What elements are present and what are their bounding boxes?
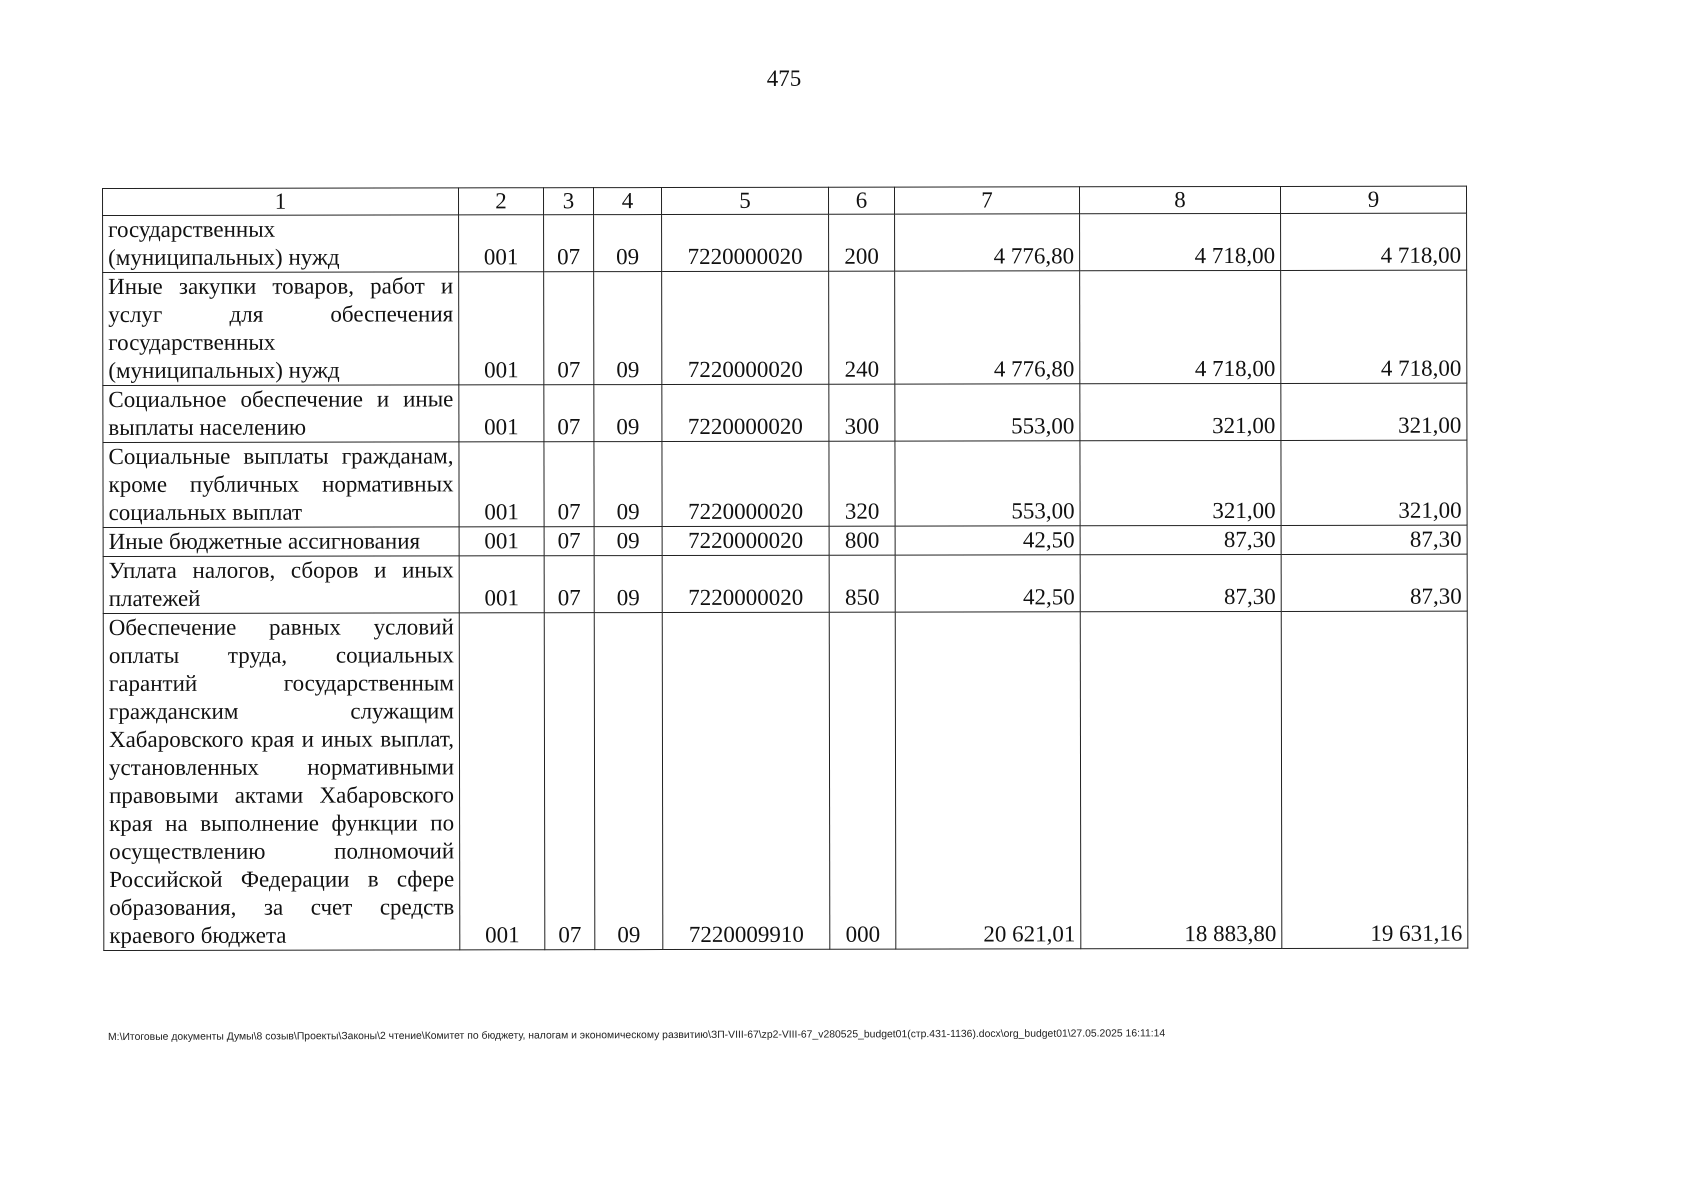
row-name: Социальное обеспечение и иные выплаты населению (103, 385, 459, 443)
row-amount: 87,30 (1080, 554, 1281, 611)
page-number: 475 (766, 66, 802, 91)
row-amount: 4 718,00 (1080, 270, 1281, 383)
row-code: 7220000020 (662, 384, 829, 441)
row-amount: 42,50 (895, 526, 1080, 555)
row-code: 001 (459, 527, 544, 556)
row-name: Социальные выплаты гражданам, кроме публичных нормативных социальных выплат (103, 442, 459, 528)
row-code: 09 (594, 613, 663, 950)
row-code: 001 (459, 613, 545, 950)
table-row (103, 440, 1467, 527)
row-amount: 87,30 (1080, 525, 1281, 554)
row-amount: 20 621,01 (895, 612, 1081, 949)
row-code: 7220000020 (662, 441, 829, 526)
column-header: 4 (594, 188, 662, 215)
row-amount: 321,00 (1080, 440, 1281, 525)
row-amount: 87,30 (1281, 525, 1467, 554)
row-code: 850 (829, 555, 895, 612)
row-code: 320 (829, 441, 895, 526)
row-code: 7220000020 (662, 271, 829, 384)
table-row (103, 213, 1467, 272)
row-code: 7220000020 (662, 526, 829, 555)
row-code: 09 (594, 385, 662, 442)
row-code: 001 (459, 442, 544, 527)
row-amount: 553,00 (895, 384, 1080, 441)
row-code: 07 (544, 527, 594, 556)
row-amount: 18 883,80 (1080, 611, 1282, 948)
row-code: 7220000020 (662, 214, 829, 271)
row-code: 07 (544, 442, 594, 527)
row-code: 7220009910 (662, 612, 830, 949)
budget-table (102, 186, 1468, 951)
row-amount: 19 631,16 (1281, 611, 1468, 948)
row-code: 09 (594, 272, 662, 385)
row-name: государственных (муниципальных) нужд (103, 215, 459, 273)
row-code: 240 (829, 271, 895, 384)
table-row (103, 554, 1467, 613)
column-header: 7 (894, 187, 1079, 214)
budget-table-wrapper (102, 186, 1468, 951)
table-row (103, 611, 1468, 950)
column-header: 5 (662, 187, 829, 214)
table-row (103, 525, 1467, 556)
row-amount: 321,00 (1281, 383, 1467, 440)
row-code: 09 (594, 527, 662, 556)
table-row (103, 383, 1467, 442)
row-code: 001 (459, 385, 544, 442)
row-name: Уплата налогов, сборов и иных платежей (103, 556, 459, 614)
column-header: 8 (1079, 186, 1280, 213)
table-header-row (103, 186, 1467, 215)
row-amount: 4 776,80 (895, 271, 1080, 384)
row-amount: 553,00 (895, 441, 1080, 526)
row-code: 001 (459, 272, 544, 385)
column-header: 1 (103, 188, 459, 216)
row-amount: 321,00 (1281, 440, 1467, 525)
row-name: Обеспечение равных условий оплаты труда, социальных гарантий государственным гражданским служащим Хабаровского края и иных выплат, установленных нормативными правовыми актами Хабаровского края на выполнение функции по осуществлению полномочий Российской Федерации в сфере образования, за счет средств краевого бюджета (103, 613, 460, 951)
column-header: 6 (828, 187, 894, 214)
row-code: 001 (459, 215, 544, 272)
row-code: 000 (829, 612, 896, 949)
row-code: 09 (594, 442, 662, 527)
row-amount: 321,00 (1080, 383, 1281, 440)
row-code: 200 (829, 214, 895, 271)
row-amount: 4 718,00 (1281, 213, 1467, 270)
row-code: 09 (594, 556, 662, 613)
row-amount: 4 718,00 (1281, 270, 1467, 383)
row-code: 07 (544, 385, 594, 442)
column-header: 9 (1280, 186, 1466, 213)
file-path-footer: M:\Итоговые документы Думы\8 созыв\Проекты\Законы\2 чтение\Комитет по бюджету, налогам и экономическому развитию\ЗП-VIII-67\zp2-VIII-67_v280525_budget01(стр.431-1136).docx\org_budget01\27.05.2025 16:11:14 (108, 1028, 1166, 1043)
row-code: 300 (829, 384, 895, 441)
row-code: 07 (544, 215, 594, 272)
column-header: 3 (544, 188, 594, 215)
row-code: 09 (594, 215, 662, 272)
column-header: 2 (459, 188, 544, 215)
row-code: 800 (829, 526, 895, 555)
row-name: Иные закупки товаров, работ и услуг для обеспечения государственных (муниципальных) нужд (103, 272, 459, 386)
row-code: 7220000020 (662, 555, 829, 612)
row-amount: 87,30 (1281, 554, 1467, 611)
row-name: Иные бюджетные ассигнования (103, 527, 459, 557)
row-amount: 4 776,80 (895, 214, 1080, 271)
table-row (103, 270, 1467, 385)
row-code: 07 (544, 613, 595, 950)
row-code: 07 (544, 272, 594, 385)
row-amount: 42,50 (895, 555, 1080, 612)
row-code: 07 (544, 556, 594, 613)
row-code: 001 (459, 556, 544, 613)
row-amount: 4 718,00 (1080, 213, 1281, 270)
